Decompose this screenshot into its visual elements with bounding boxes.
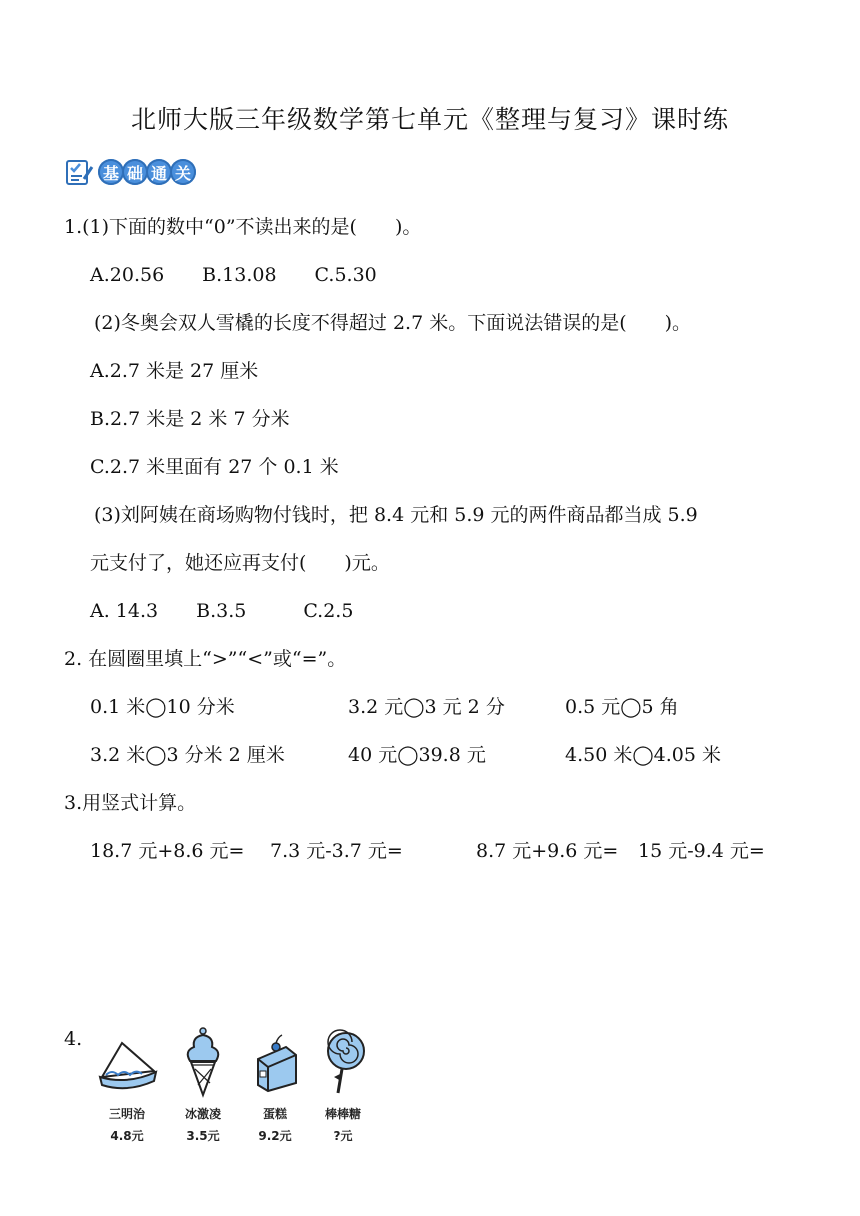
question-1-2: (2)冬奥会双人雪橇的长度不得超过 2.7 米。下面说法错误的是( )。 — [94, 312, 692, 334]
calc-item: 7.3 元-3.7 元= — [270, 840, 403, 862]
question-1-3-line-2: 元支付了，她还应再支付( )元。 — [90, 552, 390, 574]
compare-item: 4.50 米◯4.05 米 — [565, 744, 721, 766]
question-1-2-option-c: C.2.7 米里面有 27 个 0.1 米 — [90, 456, 339, 478]
item-name: 冰激凌 — [184, 1107, 221, 1121]
banner-char: 通 — [146, 159, 172, 185]
banner-char: 础 — [122, 159, 148, 185]
compare-item: 0.5 元◯5 角 — [565, 696, 679, 718]
calc-item: 8.7 元+9.6 元= — [476, 840, 619, 862]
price-item-lollipop — [308, 1025, 378, 1145]
question-3: 3.用竖式计算。 — [64, 792, 197, 814]
question-1-2-option-b: B.2.7 米是 2 米 7 分米 — [90, 408, 290, 430]
item-price: 9.2元 — [258, 1129, 292, 1143]
price-item-cake — [240, 1025, 310, 1145]
compare-item: 40 元◯39.8 元 — [348, 744, 486, 766]
page-title: 北师大版三年级数学第七单元《整理与复习》课时练 — [130, 105, 729, 134]
banner-char: 基 — [98, 159, 124, 185]
ice-cream-icon — [168, 1025, 238, 1100]
question-1-2-option-a: A.2.7 米是 27 厘米 — [90, 360, 259, 382]
question-1-1: 1.(1)下面的数中“0”不读出来的是( )。 — [64, 216, 422, 238]
banner-char: 关 — [170, 159, 196, 185]
sandwich-icon — [92, 1025, 162, 1100]
price-item-ice-cream — [168, 1025, 238, 1145]
question-1-3-line-1: (3)刘阿姨在商场购物付钱时，把 8.4 元和 5.9 元的两件商品都当成 5.9 — [94, 504, 698, 526]
question-1-3-options: A. 14.3 B.3.5 C.2.5 — [90, 600, 354, 622]
compare-item: 3.2 米◯3 分米 2 厘米 — [90, 744, 285, 766]
calc-item: 15 元-9.4 元= — [638, 840, 765, 862]
item-price: ?元 — [333, 1129, 353, 1143]
item-price: 4.8元 — [110, 1129, 144, 1143]
question-2: 2. 在圆圈里填上“>”“<”或“=”。 — [64, 648, 347, 670]
question-1-1-options: A.20.56 B.13.08 C.5.30 — [90, 264, 377, 286]
section-banner — [64, 156, 194, 188]
checklist-icon — [64, 157, 94, 187]
question-4: 4. — [64, 1028, 83, 1050]
item-price: 3.5元 — [186, 1129, 220, 1143]
item-name: 蛋糕 — [262, 1107, 287, 1121]
cake-icon — [240, 1025, 310, 1100]
lollipop-icon — [308, 1025, 378, 1100]
compare-item: 3.2 元◯3 元 2 分 — [348, 696, 505, 718]
calc-item: 18.7 元+8.6 元= — [90, 840, 245, 862]
item-name: 棒棒糖 — [324, 1107, 361, 1121]
compare-item: 0.1 米◯10 分米 — [90, 696, 235, 718]
price-item-sandwich — [92, 1025, 162, 1145]
item-name: 三明治 — [108, 1107, 145, 1121]
